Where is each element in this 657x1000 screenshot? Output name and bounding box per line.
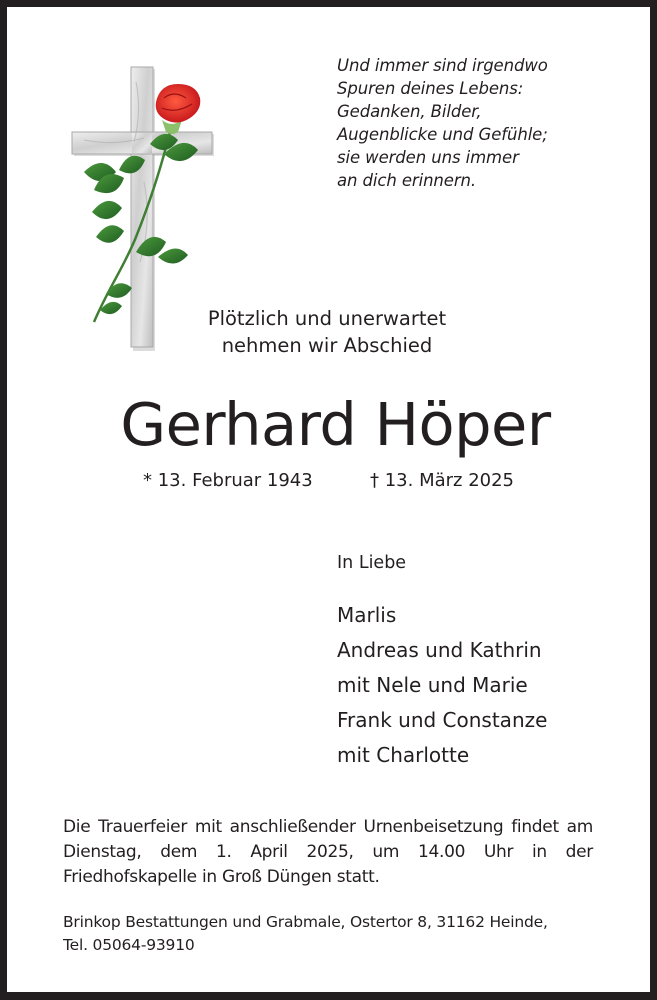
poem-line: sie werden uns immer [337,148,519,167]
ceremony-details: Die Trauerfeier mit anschließender Urnenbeisetzung findet am Dienstag, dem 1. April 2025, um 14.00 Uhr in der Friedhofskapelle in Groß Düngen statt. [63,817,593,887]
memorial-poem [337,54,548,192]
mourner-name: mit Nele und Marie [337,673,528,697]
mourners-list [337,598,547,773]
mourner-name: Frank und Constanze [337,708,548,732]
poem-line: Spuren deines Lebens: [337,79,524,98]
mourner-name: Andreas und Kathrin [337,638,542,662]
undertaker-address: Brinkop Bestattungen und Grabmale, Ostertor 8, 31162 Heinde, [63,913,548,931]
poem-line: Gedanken, Bilder, [337,102,482,121]
obituary-notice [7,7,650,992]
undertaker-phone: Tel. 05064-93910 [63,936,195,954]
farewell-intro [137,305,517,359]
birth-date: * 13. Februar 1943 [143,470,313,491]
poem-line: an dich erinnern. [337,171,477,190]
mourners-heading: In Liebe [337,553,407,573]
undertaker-info [63,911,603,957]
deceased-name: Gerhard Höper [120,390,551,459]
poem-line: Und immer sind irgendwo [337,56,548,75]
mourner-name: mit Charlotte [337,743,470,767]
death-date: † 13. März 2025 [370,470,515,491]
intro-line-1: Plötzlich und unerwartet [207,307,447,330]
poem-line: Augenblicke und Gefühle; [337,125,548,144]
mourner-name: Marlis [337,603,397,627]
intro-line-2: nehmen wir Abschied [221,334,433,357]
